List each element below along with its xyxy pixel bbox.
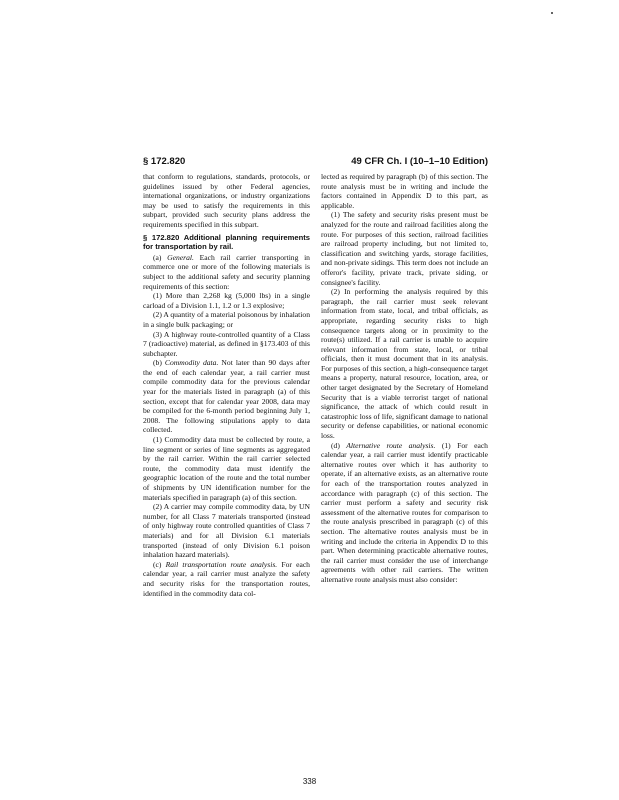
continued-paragraph-c: lected as required by paragraph (b) of this section. The route analysis must be in writing and include the factors contained in Appendix D to this part, as applicable. — [321, 172, 488, 210]
left-column — [143, 172, 310, 772]
paragraph-b2: (2) A carrier may compile commodity data, by UN number, for all Class 7 materials transported (instead of only highway route controlled quantities of Class 7 materials) and for all Division 6.1 materials transported (instead of only Division 6.1 poison inhalation hazard materials). — [143, 502, 310, 560]
page-number: 338 — [302, 777, 317, 786]
paragraph-d: (d) Alternative route analysis. (1) For each calendar year, a rail carrier must identify practicable alternative routes over which it has authority to operate, if an alternative exists, as an alternative route for each of the transportation routes analyzed in accordance with paragraph (c) of this section. The carrier must perform a safety and security risk assessment of the alternative routes for comparison to the route analysis prescribed in paragraph (c) of this section. The alternative routes analysis must be in writing and include the criteria in Appendix D to this part. When determining practicable alternative routes, the rail carrier must consider the use of interchange agreements with other rail carriers. The written alternative route analysis must also consider: — [321, 440, 488, 584]
paragraph-a3: (3) A highway route-controlled quantity of a Class 7 (radioactive) material, as defined in §173.403 of this subchapter. — [143, 329, 310, 358]
page-header — [143, 156, 488, 170]
paragraph-a: (a) General. Each rail carrier transporting in commerce one or more of the following materials is subject to the additional safety and security planning requirements of this section: — [143, 252, 310, 291]
paragraph-b1: (1) Commodity data must be collected by route, a line segment or series of line segments as aggregated by the rail carrier. Within the rail carrier selected route, the commodity data must identify the geographic location of the route and the total number of shipments by UN identification number for the materials specified in paragraph (a) of this section. — [143, 435, 310, 502]
continued-paragraph: that conform to regulations, standards, protocols, or guidelines issued by other Federal agencies, international organizations, or industry organizations may be used to satisfy the requirements in this subpart, provided such security plans address the requirements specified in this subpart. — [143, 172, 310, 229]
paragraph-c: (c) Rail transportation route analysis. For each calendar year, a rail carrier must analyze the safety and security risks for the transportation routes, identified in the commodity data col- — [143, 559, 310, 598]
paragraph-c2: (2) In performing the analysis required by this paragraph, the rail carrier must seek relevant information from state, local, and tribal officials, as appropriate, regarding security risks to high consequence targets along or in proximity to the route(s) utilized. If a rail carrier is unable to acquire relevant information from state, local, or tribal officials, then it must document that in its analysis. For purposes of this section, a high-consequence target means a property, natural resource, location, area, or other target designated by the Secretary of Homeland Security that is a viable terrorist target of national significance, the attack of which could result in catastrophic loss of life, significant damage to national security or defense capabilities, or national economic loss. — [321, 287, 488, 441]
cfr-title: 49 CFR Ch. I (10–1–10 Edition) — [351, 156, 488, 167]
section-heading: § 172.820 Additional planning requirements for transportation by rail. — [143, 232, 310, 252]
paragraph-c1: (1) The safety and security risks present must be analyzed for the route and railroad facilities along the route. For purposes of this section, railroad facilities are railroad property including, but not limited to, classification and switching yards, storage facilities, and non-private sidings. This term does not include an offeror's facility, private track, private siding, or consignee's facility. — [321, 210, 488, 287]
scan-speck — [551, 12, 553, 14]
paragraph-a2: (2) A quantity of a material poisonous by inhalation in a single bulk packaging; or — [143, 310, 310, 329]
section-number: § 172.820 — [143, 156, 186, 167]
right-column — [321, 172, 488, 772]
paragraph-b: (b) Commodity data. Not later than 90 days after the end of each calendar year, a rail carrier must compile commodity data for the previous calendar year for the materials listed in paragraph (a) of this section, except that for calendar year 2008, data may be compiled for the 6-month period beginning July 1, 2008. The following stipulations apply to data collected. — [143, 358, 310, 435]
paragraph-a1: (1) More than 2,268 kg (5,000 lbs) in a single carload of a Division 1.1, 1.2 or 1.3 explosive; — [143, 291, 310, 310]
